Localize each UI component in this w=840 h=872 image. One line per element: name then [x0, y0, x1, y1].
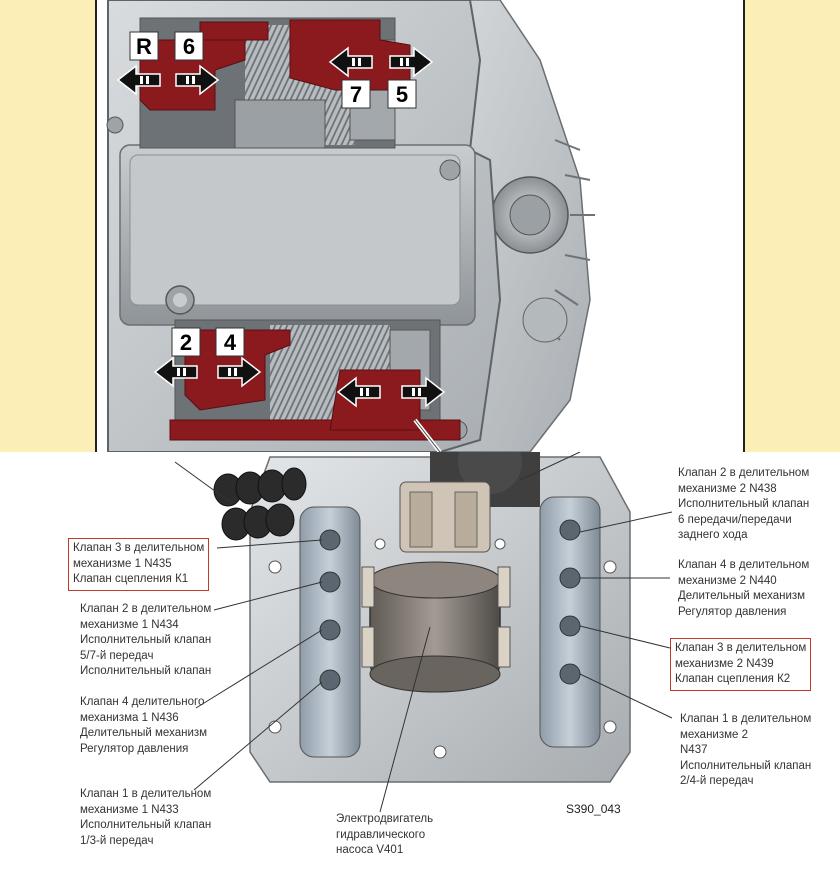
left-side-panel — [0, 0, 95, 452]
label-valve-n436: Клапан 4 делительного механизма 1 N436 Делительный механизм Регулятор давления — [80, 696, 208, 755]
gear-label-7: 7 — [349, 82, 363, 107]
label-valve-n438: Клапан 2 в делительном механизме 2 N438 Исполнительный клапан 6 передачи/передачи заднего хода — [678, 467, 810, 541]
label-valve-n434: Клапан 2 в делительном механизме 1 N434 Исполнительный клапан 5/7-й передач Исполнительный клапан — [80, 603, 212, 677]
label-pump-motor-v401: Электродвигатель гидравлического насоса V401 — [336, 813, 434, 856]
gear-label-4: 4 — [223, 330, 237, 355]
gear-label-r: R — [136, 34, 152, 59]
valve-body-illustration — [0, 452, 840, 872]
left-valve-stack — [300, 507, 360, 757]
label-valve-n437: Клапан 1 в делительном механизме 2 N437 Исполнительный клапан 2/4-й передач — [680, 713, 812, 787]
gear-label-6: 6 — [182, 34, 196, 59]
gear-label-5: 5 — [395, 82, 409, 107]
right-side-panel — [745, 0, 840, 452]
label-valve-n433: Клапан 1 в делительном механизме 1 N433 Исполнительный клапан 1/3-й передач — [80, 788, 212, 847]
label-valve-n440: Клапан 4 в делительном механизме 2 N440 Делительный механизм Регулятор давления — [678, 559, 810, 618]
selector-fork-lower-right — [330, 370, 420, 430]
figure-code: S390_043 — [566, 802, 621, 816]
label-valve-n439: Клапан 3 в делительном механизме 2 N439 Клапан сцепления К2 — [670, 638, 811, 691]
label-valve-n435: Клапан 3 в делительном механизме 1 N435 Клапан сцепления К1 — [68, 538, 209, 591]
right-valve-stack — [540, 497, 600, 747]
gear-label-2: 2 — [179, 330, 193, 355]
